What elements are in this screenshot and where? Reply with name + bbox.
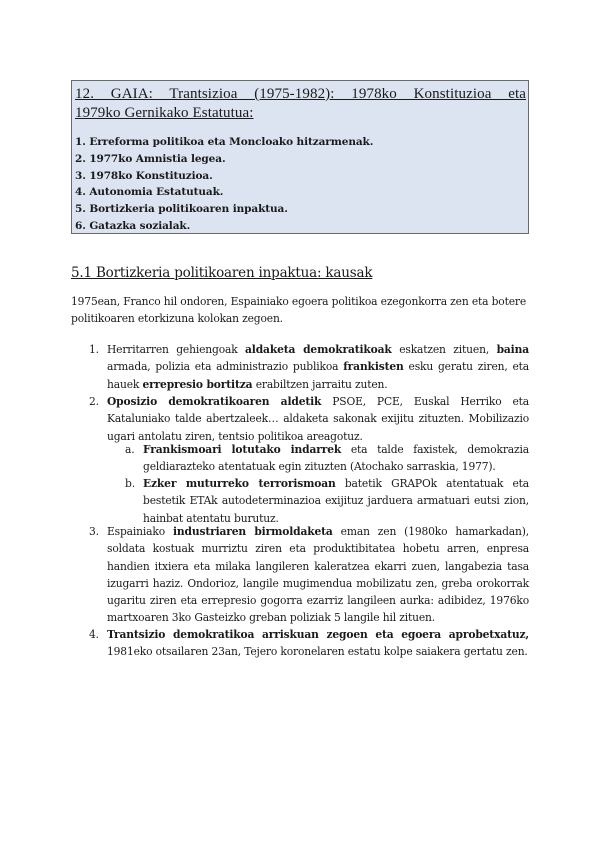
- section-heading: 5.1 Bortizkeria politikoaren inpaktua: kausak: [71, 265, 373, 281]
- text-run: erabiltzen jarraitu zuten.: [252, 377, 388, 391]
- emphasis-text: baina: [496, 343, 529, 356]
- emphasis-text: Trantsizio demokratikoa arriskuan zegoen eta egoera aprobetxatuz,: [107, 628, 529, 641]
- emphasis-text: aldaketa demokratikoak: [245, 343, 392, 356]
- list-marker: 1.: [89, 343, 99, 356]
- topic-outline-list: [75, 134, 373, 235]
- emphasis-text: Frankismoari lotutako indarrek: [143, 443, 342, 456]
- text-run: eta talde faxistek, demokrazia geldiarazteko atentatuak egin zituzten (Atochako sarraskia, 1977).: [143, 443, 529, 474]
- list-marker: a.: [125, 443, 135, 456]
- outline-item: 2. 1977ko Amnistia legea.: [75, 152, 226, 165]
- sub-list-item-text: [143, 441, 529, 476]
- emphasis-text: frankisten: [343, 360, 404, 374]
- text-run: esku geratu ziren, eta hauek: [107, 360, 530, 391]
- outline-item: 1. Erreforma politikoa eta Moncloako hitzarmenak.: [75, 136, 374, 148]
- outline-item: 6. Gatazka sozialak.: [75, 219, 191, 232]
- text-run: eman zen (1980ko hamarkadan), soldata kostuak murriztu ziren eta produktibitatea hobetu arren, enpresa handien itxiera eta milaka langileren kaleratzea ekarri zuen, langabezia tasa izugarri haziz. Ondorioz, langile mugimendua mobilizatu zen, greba orokorrak ugaritu ziren eta errepresio gogorra ezarriz langileen aurka: adibidez, 1976ko martxoaren 3ko Gasteizko greban poliziak 5 langile hil zituen.: [107, 525, 529, 625]
- text-run: batetik GRAPOk atentatuak eta bestetik ETAk autodeterminazioa exijituz jarduera armatuari eutsi zion, hainbat atentatu burutuz.: [143, 477, 529, 525]
- outline-item: 5. Bortizkeria politikoaren inpaktua.: [75, 203, 288, 216]
- emphasis-text: industriaren birmoldaketa: [173, 525, 333, 538]
- text-run: PSOE, PCE, Euskal Herriko eta Kataluniako talde abertzaleek… aldaketa sakonak exijitu zituzten. Mobilizazio ugari antolatu ziren, tentsio politikoa areagotuz.: [107, 395, 529, 443]
- emphasis-text: Ezker muturreko terrorismoan: [143, 477, 336, 490]
- list-marker: 3.: [89, 525, 99, 538]
- outline-item: 4. Autonomia Estatutuak.: [75, 186, 224, 199]
- text-run: armada, polizia eta administrazio publikoa: [107, 360, 344, 374]
- outline-item: 3. 1978ko Konstituzioa.: [75, 169, 213, 182]
- text-run: Espainiako: [107, 525, 173, 538]
- list-marker: b.: [125, 477, 135, 490]
- list-item-text: [107, 341, 529, 393]
- topic-summary-box: [71, 80, 529, 234]
- list-marker: 2.: [89, 395, 99, 408]
- topic-title: 12. GAIA: Trantsizioa (1975-1982): 1978ko Konstituzioa eta 1979ko Gernikako Estatutua:: [75, 86, 526, 121]
- list-item-text: [107, 626, 529, 661]
- sub-list-item-text: [143, 475, 529, 527]
- emphasis-text: errepresio bortitza: [142, 377, 253, 391]
- text-run: 1981eko otsailaren 23an, Tejero koronelaren estatu kolpe saiakera gertatu zen.: [107, 645, 528, 659]
- intro-paragraph: 1975ean, Franco hil ondoren, Espainiako egoera politikoa ezegonkorra zen eta botere politikoaren etorkizuna kolokan zegoen.: [71, 295, 527, 326]
- text-run: Herritarren gehiengoak: [107, 343, 246, 356]
- list-marker: 4.: [89, 628, 99, 641]
- text-run: eskatzen zituen,: [391, 343, 497, 356]
- list-item-text: [107, 523, 529, 627]
- list-item-text: [107, 393, 529, 445]
- emphasis-text: Oposizio demokratikoaren aldetik: [107, 395, 322, 408]
